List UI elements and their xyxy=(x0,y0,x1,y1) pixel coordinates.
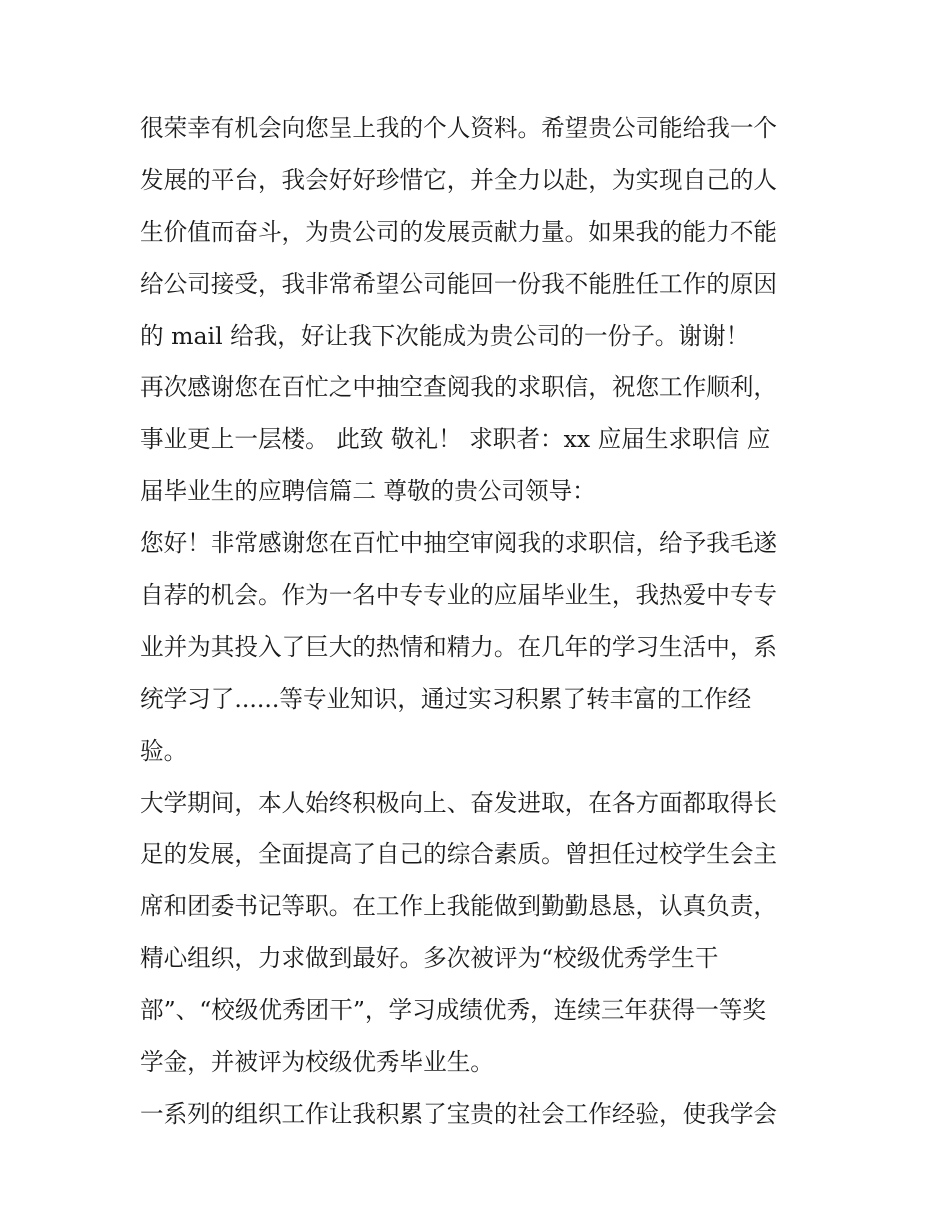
text-line: 验。 xyxy=(140,736,188,765)
text-line: 部”、“校级优秀团干”，学习成绩优秀，连续三年获得一等奖 xyxy=(140,996,767,1025)
text-line: 一系列的组织工作让我积累了宝贵的社会工作经验，使我学会 xyxy=(140,1099,778,1128)
text-line: 足的发展，全面提高了自己的综合素质。曾担任过校学生会主 xyxy=(140,840,778,869)
text-line: 大学期间，本人始终积极向上、奋发进取，在各方面都取得长 xyxy=(140,788,778,817)
text-line: 您好！非常感谢您在百忙中抽空审阅我的求职信，给予我毛遂 xyxy=(140,529,778,558)
text-line: 生价值而奋斗，为贵公司的发展贡献力量。如果我的能力不能 xyxy=(140,217,778,246)
text-line: 很荣幸有机会向您呈上我的个人资料。希望贵公司能给我一个 xyxy=(140,114,778,142)
text-line: 的 mail 给我，好让我下次能成为贵公司的一份子。谢谢！ xyxy=(140,321,750,350)
text-line: 席和团委书记等职。在工作上我能做到勤勤恳恳，认真负责， xyxy=(140,892,778,921)
text-line: 发展的平台，我会好好珍惜它，并全力以赴，为实现自己的人 xyxy=(140,165,778,194)
text-line: 届毕业生的应聘信篇二 尊敬的贵公司领导： xyxy=(140,477,596,506)
text-line: 事业更上一层楼。 此致 敬礼！ 求职者：xx 应届生求职信 应 xyxy=(140,425,771,454)
text-line: 统学习了......等专业知识，通过实习积累了转丰富的工作经 xyxy=(140,684,752,713)
text-line: 给公司接受，我非常希望公司能回一份我不能胜任工作的原因 xyxy=(140,269,778,298)
text-line: 自荐的机会。作为一名中专专业的应届毕业生，我热爱中专专 xyxy=(140,581,778,610)
text-line: 学金，并被评为校级优秀毕业生。 xyxy=(140,1048,494,1077)
text-line: 精心组织，力求做到最好。多次被评为“校级优秀学生干 xyxy=(140,944,719,973)
text-line: 再次感谢您在百忙之中抽空查阅我的求职信，祝您工作顺利， xyxy=(140,373,778,402)
text-line: 业并为其投入了巨大的热情和精力。在几年的学习生活中，系 xyxy=(140,632,778,661)
